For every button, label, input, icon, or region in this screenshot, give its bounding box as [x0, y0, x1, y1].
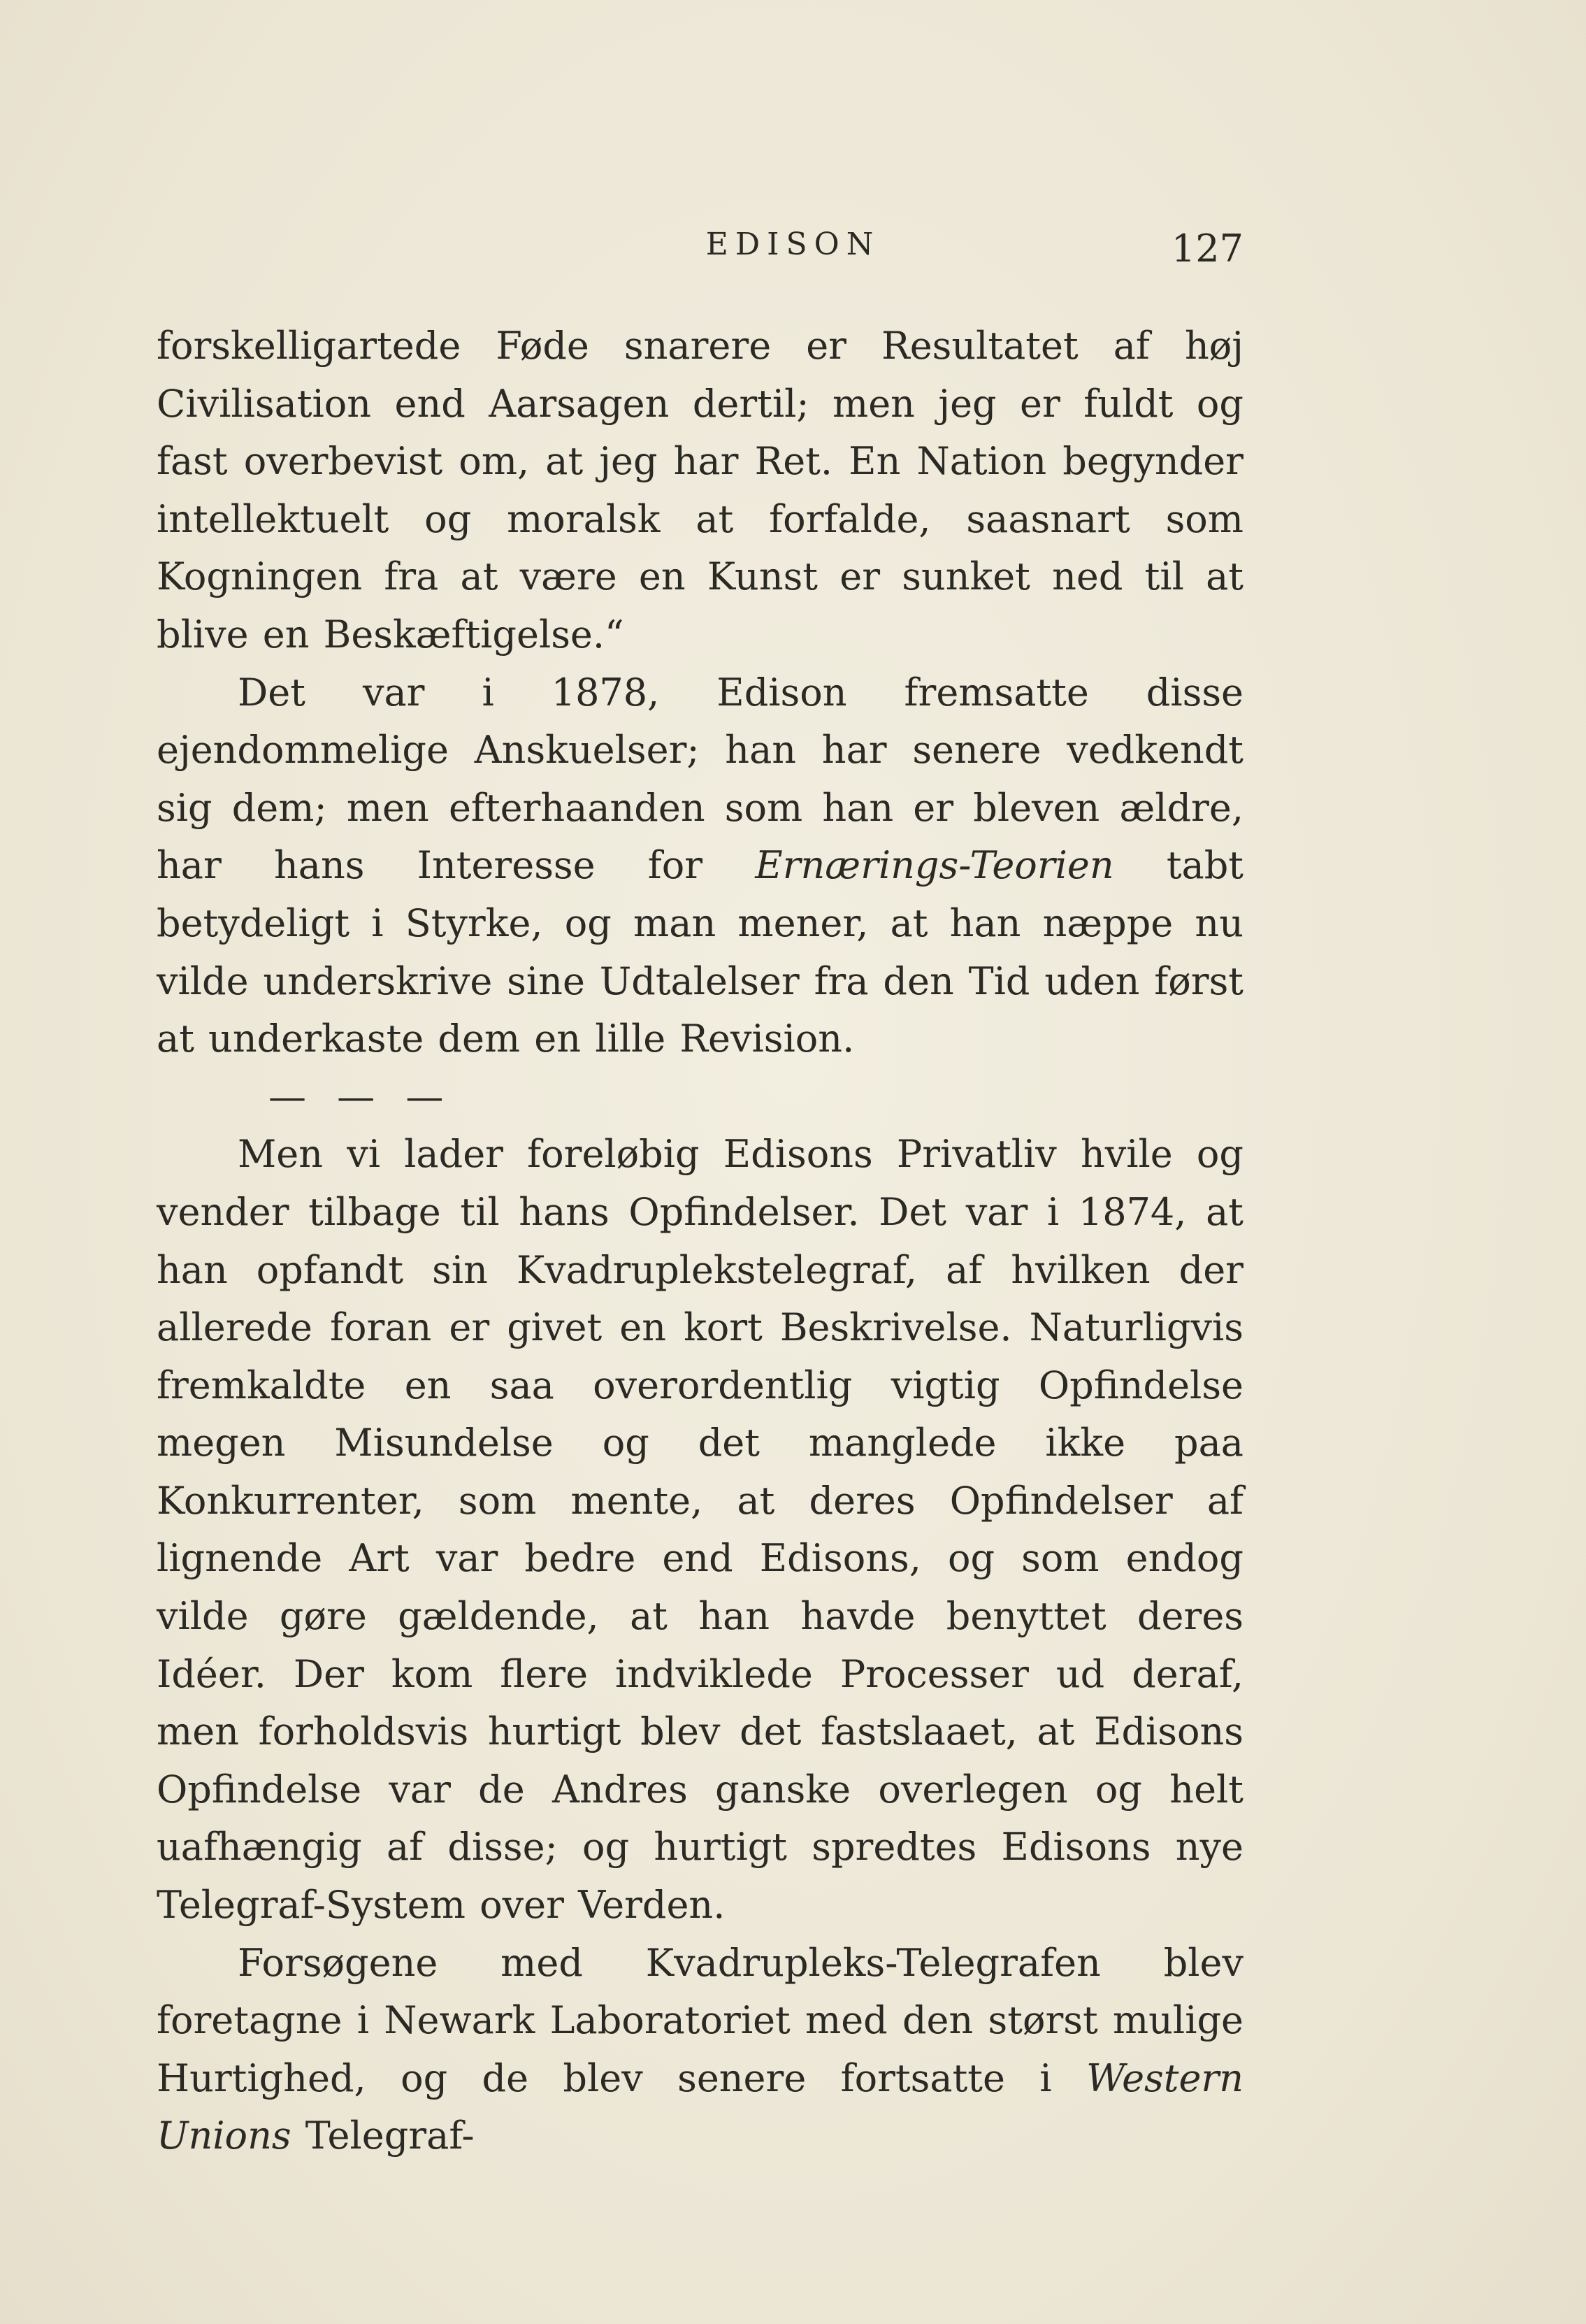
paragraph-2-italic: Ernærings-Teorien	[755, 843, 1114, 888]
paragraph-4-text-b: Telegraf-	[291, 2114, 475, 2158]
paragraph-3: Men vi lader foreløbig Edisons Privatliv hvile og vender tilbage til hans Opfindelser. Det var i 1874, at han opfandt sin Kvadruplekstelegraf, af hvilken der allerede foran er givet en kort Beskrivelse. Naturligvis fremkaldte en saa overordentlig vigtig Opfindelse megen Misundelse og det manglede ikke paa Konkurrenter, som mente, at deres Opfindelser af lignende Art var bedre end Edisons, og som endog vilde gøre gældende, at han havde benyttet deres Idéer. Der kom flere indviklede Processer ud deraf, men forholdsvis hurtigt blev det fastslaaet, at Edisons Opfindelse var de Andres ganske overlegen og helt uafhængig af disse; og hurtigt spredtes Edisons nye Telegraf-System over Verden.	[157, 1132, 1243, 1928]
paragraph-2-text-b: tabt betydeligt i Styrke, og man mener, at han næppe nu vilde underskrive sine Udtalelser fra den Tid uden først at underkaste dem en lille Revision.	[157, 843, 1244, 1061]
section-separator: — — —	[268, 1074, 452, 1119]
page-number: 127	[1171, 227, 1243, 271]
paragraph-4-italic: Western Unions	[157, 2056, 1243, 2158]
paragraph-4	[157, 1935, 1243, 2165]
running-head	[0, 224, 1586, 271]
paragraph-1: forskelligartede Føde snarere er Resultatet af høj Civilisation end Aarsagen dertil; men jeg er fuldt og fast overbevist om, at jeg har Ret. En Nation begynder intellektuelt og moralsk at forfalde, saasnart som Kogningen fra at være en Kunst er sunket ned til at blive en Beskæftigelse.“	[157, 324, 1243, 657]
paragraph-2	[157, 664, 1243, 1068]
paragraph-4-text-a: Forsøgene med Kvadrupleks-Telegrafen blev foretagne i Newark Laboratoriet med den størst mulige Hurtighed, og de blev senere fortsatte i	[157, 1940, 1243, 2100]
body-text	[157, 317, 1243, 2165]
running-title: EDISON	[705, 227, 881, 262]
paragraph-2-text-a: Det var i 1878, Edison fremsatte disse ejendommelige Anskuelser; han har senere vedkendt sig dem; men efterhaanden som han er bleven ældre, har hans Interesse for	[157, 670, 1243, 888]
